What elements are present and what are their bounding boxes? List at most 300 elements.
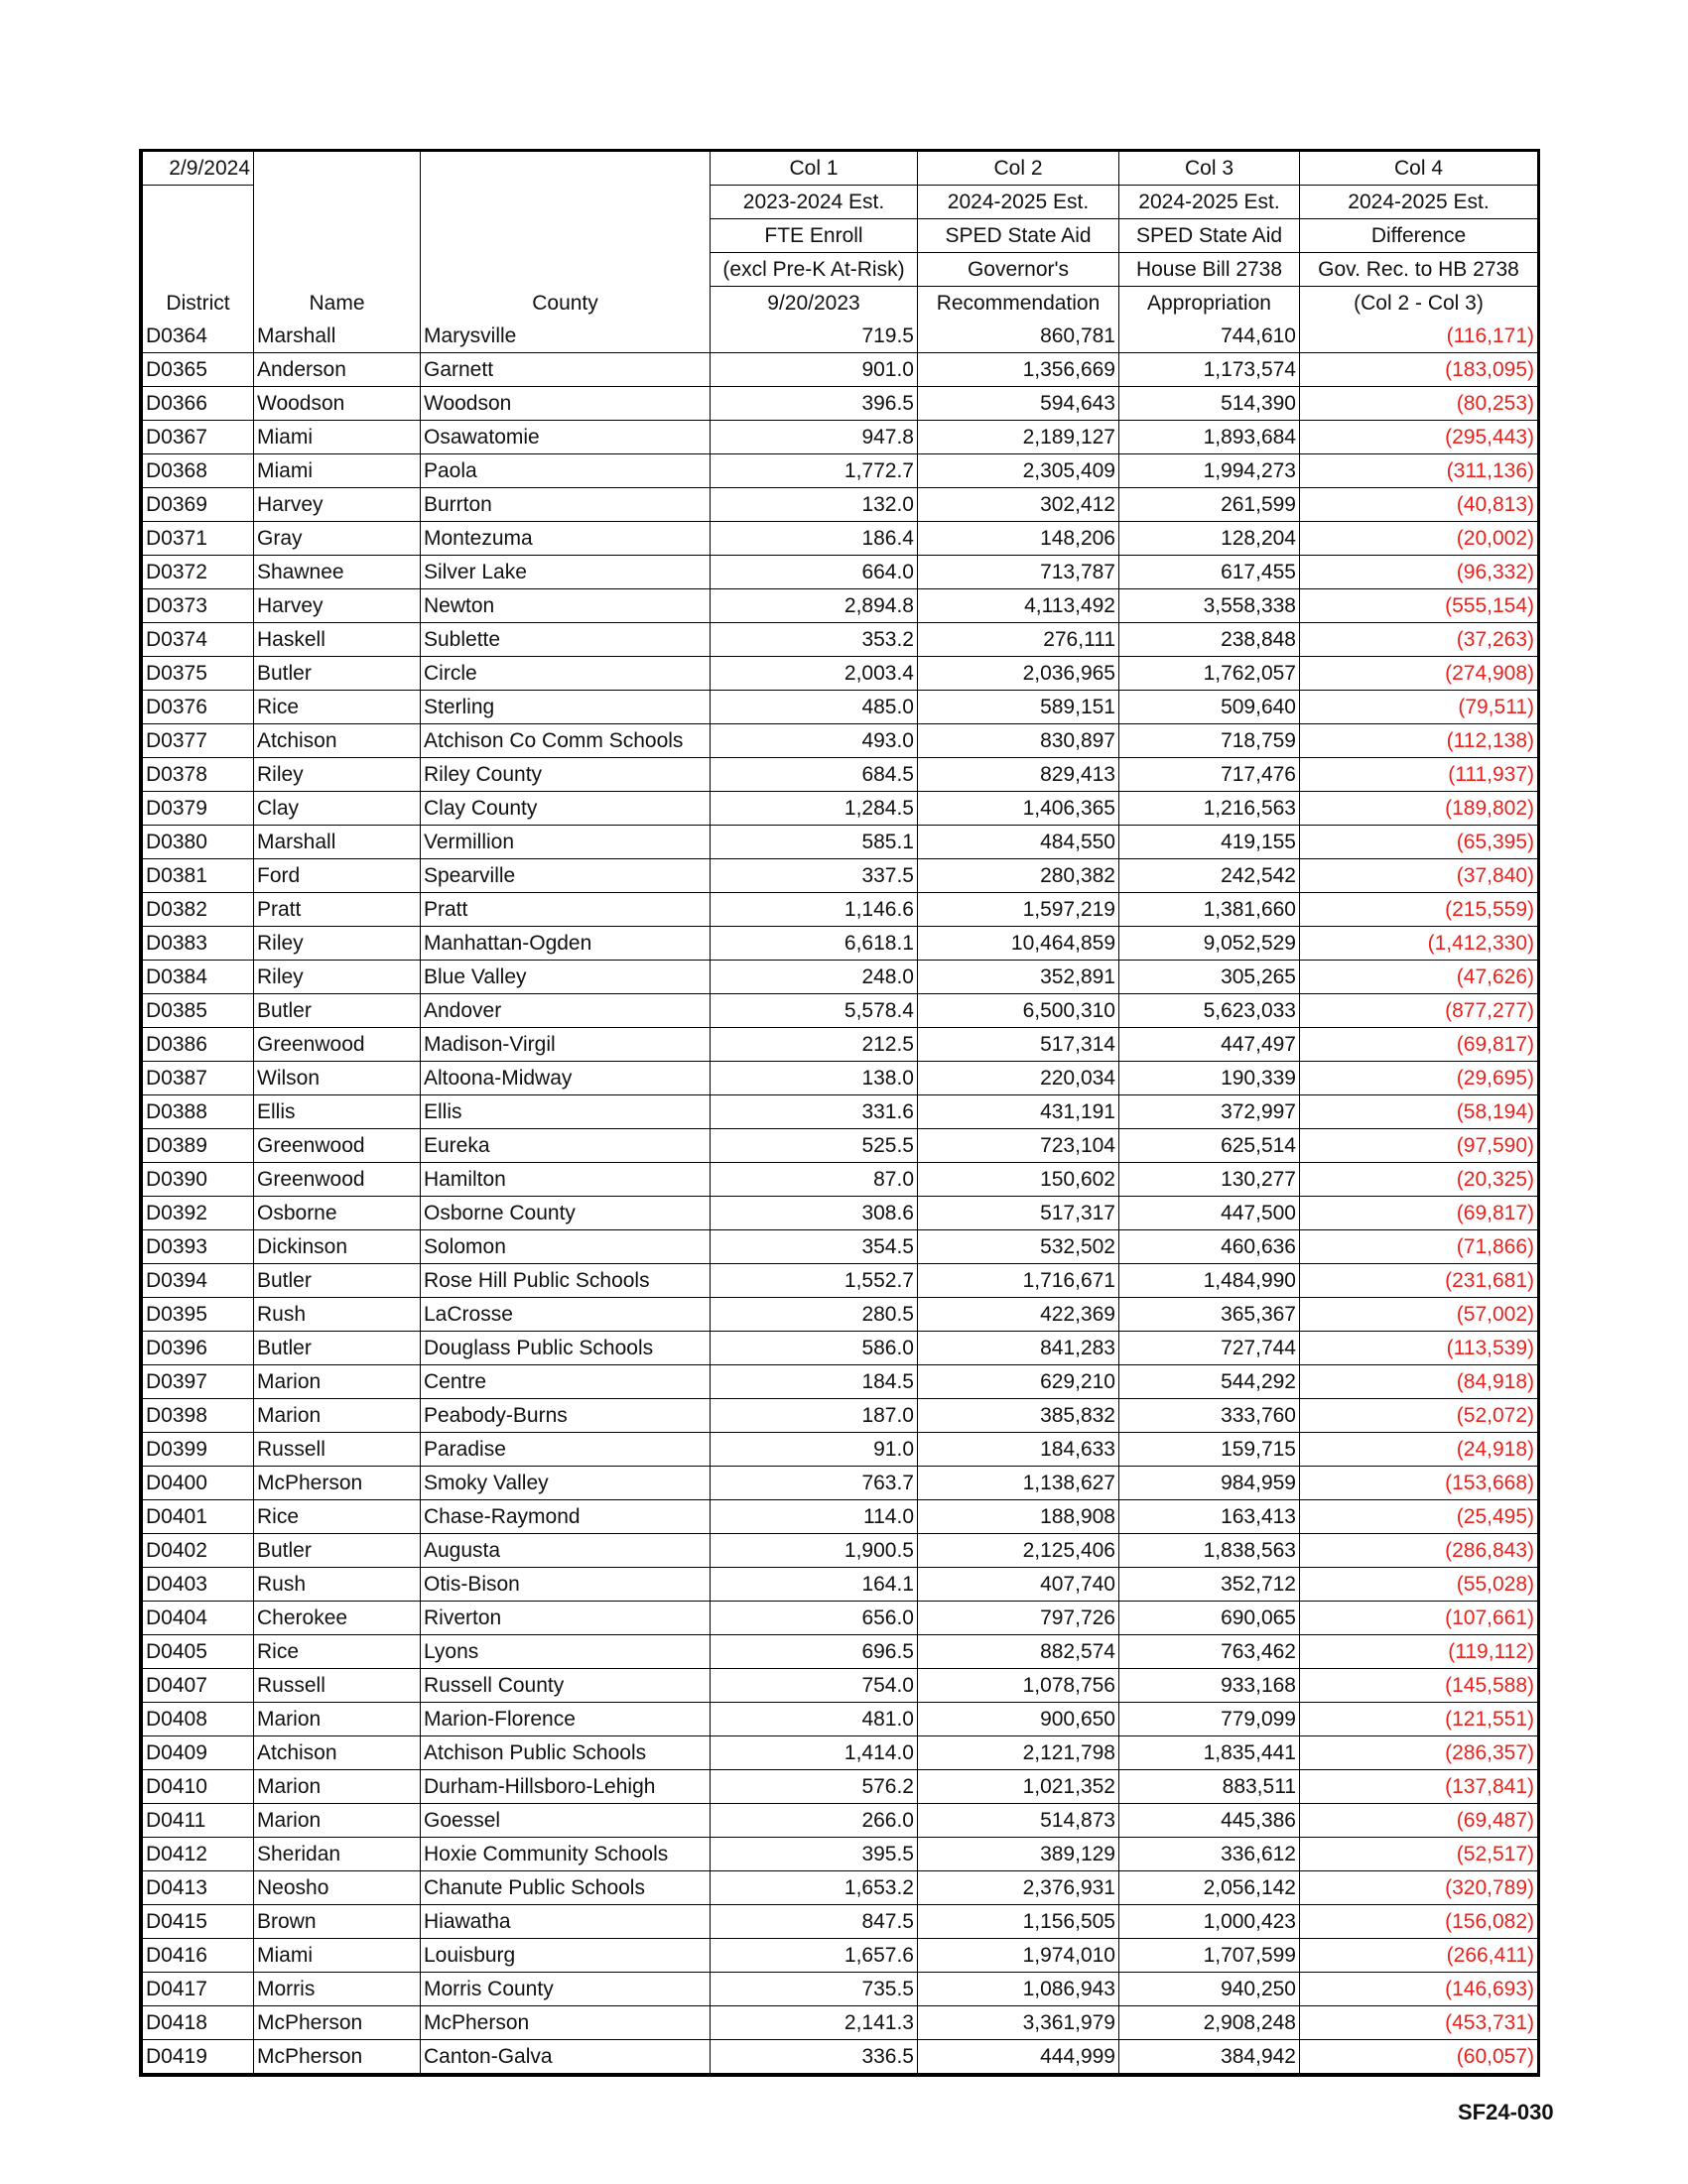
fte-enroll-cell: 132.0 bbox=[711, 488, 918, 522]
hb2738-cell: 625,514 bbox=[1119, 1129, 1300, 1163]
col1-year: 2023-2024 Est. bbox=[711, 186, 918, 219]
county-cell: Chase-Raymond bbox=[421, 1500, 711, 1534]
difference-cell: (60,057) bbox=[1300, 2040, 1538, 2074]
fte-enroll-cell: 91.0 bbox=[711, 1433, 918, 1467]
district-cell: D0369 bbox=[143, 488, 254, 522]
name-cell: Miami bbox=[254, 454, 421, 488]
district-cell: D0415 bbox=[143, 1905, 254, 1939]
fte-enroll-cell: 2,894.8 bbox=[711, 589, 918, 623]
county-cell: Otis-Bison bbox=[421, 1568, 711, 1602]
hb2738-cell: 763,462 bbox=[1119, 1635, 1300, 1669]
sf24-030-table bbox=[139, 149, 1540, 2077]
governor-rec-cell: 3,361,979 bbox=[918, 2006, 1119, 2040]
table-row bbox=[143, 1230, 1538, 1264]
name-cell: Marion bbox=[254, 1770, 421, 1804]
name-cell: Marion bbox=[254, 1804, 421, 1838]
fte-enroll-cell: 280.5 bbox=[711, 1298, 918, 1332]
district-cell: D0375 bbox=[143, 657, 254, 691]
governor-rec-cell: 517,314 bbox=[918, 1028, 1119, 1062]
col2-detail: Recommendation bbox=[918, 287, 1119, 321]
governor-rec-cell: 723,104 bbox=[918, 1129, 1119, 1163]
name-cell: Osborne bbox=[254, 1197, 421, 1230]
fte-enroll-cell: 6,618.1 bbox=[711, 927, 918, 961]
county-cell: Durham-Hillsboro-Lehigh bbox=[421, 1770, 711, 1804]
district-cell: D0404 bbox=[143, 1602, 254, 1635]
header-row-3 bbox=[143, 219, 1538, 253]
district-cell: D0383 bbox=[143, 927, 254, 961]
difference-cell: (146,693) bbox=[1300, 1973, 1538, 2006]
header-blank bbox=[421, 253, 711, 287]
fte-enroll-cell: 847.5 bbox=[711, 1905, 918, 1939]
difference-cell: (58,194) bbox=[1300, 1095, 1538, 1129]
difference-cell: (24,918) bbox=[1300, 1433, 1538, 1467]
district-cell: D0376 bbox=[143, 691, 254, 724]
table-row bbox=[143, 1365, 1538, 1399]
fte-enroll-cell: 1,284.5 bbox=[711, 792, 918, 826]
hb2738-cell: 384,942 bbox=[1119, 2040, 1300, 2074]
district-cell: D0394 bbox=[143, 1264, 254, 1298]
county-cell: Riverton bbox=[421, 1602, 711, 1635]
county-cell: LaCrosse bbox=[421, 1298, 711, 1332]
hb2738-cell: 690,065 bbox=[1119, 1602, 1300, 1635]
name-cell: Ford bbox=[254, 859, 421, 893]
header-blank bbox=[143, 186, 254, 219]
difference-cell: (453,731) bbox=[1300, 2006, 1538, 2040]
fte-enroll-cell: 396.5 bbox=[711, 387, 918, 421]
name-cell: McPherson bbox=[254, 2040, 421, 2074]
table-row bbox=[143, 488, 1538, 522]
difference-cell: (47,626) bbox=[1300, 961, 1538, 994]
name-cell: Riley bbox=[254, 927, 421, 961]
fte-enroll-cell: 525.5 bbox=[711, 1129, 918, 1163]
governor-rec-cell: 797,726 bbox=[918, 1602, 1119, 1635]
county-cell: Hamilton bbox=[421, 1163, 711, 1197]
fte-enroll-cell: 266.0 bbox=[711, 1804, 918, 1838]
district-cell: D0378 bbox=[143, 758, 254, 792]
governor-rec-cell: 385,832 bbox=[918, 1399, 1119, 1433]
district-cell: D0366 bbox=[143, 387, 254, 421]
district-cell: D0371 bbox=[143, 522, 254, 556]
district-cell: D0372 bbox=[143, 556, 254, 589]
table-row bbox=[143, 1095, 1538, 1129]
district-cell: D0377 bbox=[143, 724, 254, 758]
county-cell: Eureka bbox=[421, 1129, 711, 1163]
hb2738-cell: 333,760 bbox=[1119, 1399, 1300, 1433]
governor-rec-cell: 1,356,669 bbox=[918, 353, 1119, 387]
table-row bbox=[143, 1635, 1538, 1669]
governor-rec-cell: 484,550 bbox=[918, 826, 1119, 859]
governor-rec-cell: 148,206 bbox=[918, 522, 1119, 556]
fte-enroll-cell: 664.0 bbox=[711, 556, 918, 589]
county-cell: Solomon bbox=[421, 1230, 711, 1264]
fte-enroll-cell: 763.7 bbox=[711, 1467, 918, 1500]
difference-cell: (52,517) bbox=[1300, 1838, 1538, 1871]
difference-cell: (79,511) bbox=[1300, 691, 1538, 724]
district-cell: D0402 bbox=[143, 1534, 254, 1568]
col1-title: FTE Enroll bbox=[711, 219, 918, 253]
hb2738-cell: 933,168 bbox=[1119, 1669, 1300, 1703]
governor-rec-cell: 594,643 bbox=[918, 387, 1119, 421]
hb2738-cell: 514,390 bbox=[1119, 387, 1300, 421]
governor-rec-cell: 2,305,409 bbox=[918, 454, 1119, 488]
name-cell: Clay bbox=[254, 792, 421, 826]
hb2738-cell: 447,500 bbox=[1119, 1197, 1300, 1230]
table-row bbox=[143, 623, 1538, 657]
governor-rec-cell: 882,574 bbox=[918, 1635, 1119, 1669]
table-row bbox=[143, 826, 1538, 859]
fte-enroll-cell: 585.1 bbox=[711, 826, 918, 859]
governor-rec-cell: 150,602 bbox=[918, 1163, 1119, 1197]
county-header: County bbox=[421, 287, 711, 321]
name-cell: Butler bbox=[254, 994, 421, 1028]
name-cell: Dickinson bbox=[254, 1230, 421, 1264]
col3-subtitle: House Bill 2738 bbox=[1119, 253, 1300, 287]
difference-cell: (145,588) bbox=[1300, 1669, 1538, 1703]
county-cell: Hiawatha bbox=[421, 1905, 711, 1939]
governor-rec-cell: 10,464,859 bbox=[918, 927, 1119, 961]
col2-year: 2024-2025 Est. bbox=[918, 186, 1119, 219]
col1-date: 9/20/2023 bbox=[711, 287, 918, 321]
hb2738-cell: 1,835,441 bbox=[1119, 1736, 1300, 1770]
table-row bbox=[143, 1669, 1538, 1703]
difference-cell: (137,841) bbox=[1300, 1770, 1538, 1804]
col4-year: 2024-2025 Est. bbox=[1300, 186, 1538, 219]
col3-year: 2024-2025 Est. bbox=[1119, 186, 1300, 219]
governor-rec-cell: 900,650 bbox=[918, 1703, 1119, 1736]
governor-rec-cell: 629,210 bbox=[918, 1365, 1119, 1399]
table-row bbox=[143, 1602, 1538, 1635]
hb2738-cell: 779,099 bbox=[1119, 1703, 1300, 1736]
hb2738-cell: 419,155 bbox=[1119, 826, 1300, 859]
difference-cell: (320,789) bbox=[1300, 1871, 1538, 1905]
county-cell: Chanute Public Schools bbox=[421, 1871, 711, 1905]
difference-cell: (97,590) bbox=[1300, 1129, 1538, 1163]
fte-enroll-cell: 353.2 bbox=[711, 623, 918, 657]
table-row bbox=[143, 724, 1538, 758]
difference-cell: (69,817) bbox=[1300, 1197, 1538, 1230]
fte-enroll-cell: 212.5 bbox=[711, 1028, 918, 1062]
table-row bbox=[143, 691, 1538, 724]
name-cell: Rush bbox=[254, 1298, 421, 1332]
name-cell: Atchison bbox=[254, 1736, 421, 1770]
district-cell: D0382 bbox=[143, 893, 254, 927]
fte-enroll-cell: 184.5 bbox=[711, 1365, 918, 1399]
name-cell: Miami bbox=[254, 1939, 421, 1973]
name-cell: Marion bbox=[254, 1399, 421, 1433]
name-cell: Greenwood bbox=[254, 1163, 421, 1197]
governor-rec-cell: 280,382 bbox=[918, 859, 1119, 893]
table-row bbox=[143, 556, 1538, 589]
fte-enroll-cell: 186.4 bbox=[711, 522, 918, 556]
district-cell: D0386 bbox=[143, 1028, 254, 1062]
county-cell: Sublette bbox=[421, 623, 711, 657]
fte-enroll-cell: 164.1 bbox=[711, 1568, 918, 1602]
hb2738-cell: 305,265 bbox=[1119, 961, 1300, 994]
header-row-2 bbox=[143, 186, 1538, 219]
table-row bbox=[143, 1298, 1538, 1332]
difference-cell: (231,681) bbox=[1300, 1264, 1538, 1298]
fte-enroll-cell: 1,653.2 bbox=[711, 1871, 918, 1905]
name-cell: Butler bbox=[254, 1264, 421, 1298]
hb2738-cell: 727,744 bbox=[1119, 1332, 1300, 1365]
hb2738-cell: 238,848 bbox=[1119, 623, 1300, 657]
hb2738-cell: 1,762,057 bbox=[1119, 657, 1300, 691]
header-blank bbox=[421, 219, 711, 253]
name-cell: Marshall bbox=[254, 826, 421, 859]
fte-enroll-cell: 2,141.3 bbox=[711, 2006, 918, 2040]
difference-cell: (65,395) bbox=[1300, 826, 1538, 859]
header-row-4 bbox=[143, 253, 1538, 287]
county-cell: McPherson bbox=[421, 2006, 711, 2040]
table-row bbox=[143, 421, 1538, 454]
governor-rec-cell: 1,021,352 bbox=[918, 1770, 1119, 1804]
name-cell: Rice bbox=[254, 1500, 421, 1534]
district-cell: D0401 bbox=[143, 1500, 254, 1534]
hb2738-cell: 336,612 bbox=[1119, 1838, 1300, 1871]
governor-rec-cell: 431,191 bbox=[918, 1095, 1119, 1129]
county-cell: Newton bbox=[421, 589, 711, 623]
col2-subtitle: Governor's bbox=[918, 253, 1119, 287]
difference-cell: (71,866) bbox=[1300, 1230, 1538, 1264]
governor-rec-cell: 1,716,671 bbox=[918, 1264, 1119, 1298]
governor-rec-cell: 2,036,965 bbox=[918, 657, 1119, 691]
hb2738-cell: 544,292 bbox=[1119, 1365, 1300, 1399]
district-cell: D0373 bbox=[143, 589, 254, 623]
table-row bbox=[143, 1500, 1538, 1534]
hb2738-cell: 1,381,660 bbox=[1119, 893, 1300, 927]
table-row bbox=[143, 353, 1538, 387]
name-cell: Butler bbox=[254, 657, 421, 691]
table-row bbox=[143, 1332, 1538, 1365]
name-cell: Miami bbox=[254, 421, 421, 454]
difference-cell: (877,277) bbox=[1300, 994, 1538, 1028]
governor-rec-cell: 1,086,943 bbox=[918, 1973, 1119, 2006]
difference-cell: (555,154) bbox=[1300, 589, 1538, 623]
district-cell: D0412 bbox=[143, 1838, 254, 1871]
governor-rec-cell: 713,787 bbox=[918, 556, 1119, 589]
district-cell: D0407 bbox=[143, 1669, 254, 1703]
difference-cell: (183,095) bbox=[1300, 353, 1538, 387]
district-cell: D0408 bbox=[143, 1703, 254, 1736]
governor-rec-cell: 302,412 bbox=[918, 488, 1119, 522]
difference-cell: (189,802) bbox=[1300, 792, 1538, 826]
table-row bbox=[143, 589, 1538, 623]
table-row bbox=[143, 927, 1538, 961]
fte-enroll-cell: 1,900.5 bbox=[711, 1534, 918, 1568]
hb2738-cell: 261,599 bbox=[1119, 488, 1300, 522]
governor-rec-cell: 220,034 bbox=[918, 1062, 1119, 1095]
county-cell: Lyons bbox=[421, 1635, 711, 1669]
district-cell: D0364 bbox=[143, 320, 254, 353]
table-row bbox=[143, 1028, 1538, 1062]
county-cell: Rose Hill Public Schools bbox=[421, 1264, 711, 1298]
name-cell: Russell bbox=[254, 1433, 421, 1467]
governor-rec-cell: 1,156,505 bbox=[918, 1905, 1119, 1939]
col4-subtitle: Gov. Rec. to HB 2738 bbox=[1300, 253, 1538, 287]
fte-enroll-cell: 719.5 bbox=[711, 320, 918, 353]
fte-enroll-cell: 331.6 bbox=[711, 1095, 918, 1129]
col2-title: SPED State Aid bbox=[918, 219, 1119, 253]
county-cell: Clay County bbox=[421, 792, 711, 826]
fte-enroll-cell: 354.5 bbox=[711, 1230, 918, 1264]
name-cell: Marion bbox=[254, 1703, 421, 1736]
district-cell: D0409 bbox=[143, 1736, 254, 1770]
district-cell: D0388 bbox=[143, 1095, 254, 1129]
hb2738-cell: 372,997 bbox=[1119, 1095, 1300, 1129]
district-cell: D0384 bbox=[143, 961, 254, 994]
district-cell: D0374 bbox=[143, 623, 254, 657]
county-cell: Montezuma bbox=[421, 522, 711, 556]
table-row bbox=[143, 1568, 1538, 1602]
name-cell: Wilson bbox=[254, 1062, 421, 1095]
difference-cell: (55,028) bbox=[1300, 1568, 1538, 1602]
difference-cell: (96,332) bbox=[1300, 556, 1538, 589]
header-blank bbox=[254, 219, 421, 253]
county-cell: Louisburg bbox=[421, 1939, 711, 1973]
table-row bbox=[143, 320, 1538, 353]
difference-cell: (40,813) bbox=[1300, 488, 1538, 522]
county-cell: Hoxie Community Schools bbox=[421, 1838, 711, 1871]
header-blank bbox=[254, 152, 421, 186]
hb2738-cell: 617,455 bbox=[1119, 556, 1300, 589]
fte-enroll-cell: 337.5 bbox=[711, 859, 918, 893]
name-cell: Ellis bbox=[254, 1095, 421, 1129]
name-cell: Russell bbox=[254, 1669, 421, 1703]
fte-enroll-cell: 1,414.0 bbox=[711, 1736, 918, 1770]
name-cell: Riley bbox=[254, 758, 421, 792]
difference-cell: (84,918) bbox=[1300, 1365, 1538, 1399]
name-header: Name bbox=[254, 287, 421, 321]
governor-rec-cell: 184,633 bbox=[918, 1433, 1119, 1467]
table-row bbox=[143, 2006, 1538, 2040]
governor-rec-cell: 829,413 bbox=[918, 758, 1119, 792]
county-cell: Paradise bbox=[421, 1433, 711, 1467]
name-cell: Pratt bbox=[254, 893, 421, 927]
table-row bbox=[143, 893, 1538, 927]
governor-rec-cell: 517,317 bbox=[918, 1197, 1119, 1230]
table-row bbox=[143, 657, 1538, 691]
hb2738-cell: 718,759 bbox=[1119, 724, 1300, 758]
fte-enroll-cell: 947.8 bbox=[711, 421, 918, 454]
header-blank bbox=[421, 186, 711, 219]
col1-subtitle: (excl Pre-K At-Risk) bbox=[711, 253, 918, 287]
table-row bbox=[143, 522, 1538, 556]
governor-rec-cell: 841,283 bbox=[918, 1332, 1119, 1365]
governor-rec-cell: 2,189,127 bbox=[918, 421, 1119, 454]
fte-enroll-cell: 138.0 bbox=[711, 1062, 918, 1095]
table-row bbox=[143, 1433, 1538, 1467]
district-cell: D0368 bbox=[143, 454, 254, 488]
fte-enroll-cell: 1,657.6 bbox=[711, 1939, 918, 1973]
name-cell: Cherokee bbox=[254, 1602, 421, 1635]
difference-cell: (29,695) bbox=[1300, 1062, 1538, 1095]
difference-cell: (69,487) bbox=[1300, 1804, 1538, 1838]
district-cell: D0365 bbox=[143, 353, 254, 387]
district-cell: D0393 bbox=[143, 1230, 254, 1264]
fte-enroll-cell: 87.0 bbox=[711, 1163, 918, 1197]
hb2738-cell: 163,413 bbox=[1119, 1500, 1300, 1534]
county-cell: Morris County bbox=[421, 1973, 711, 2006]
governor-rec-cell: 444,999 bbox=[918, 2040, 1119, 2074]
hb2738-cell: 1,173,574 bbox=[1119, 353, 1300, 387]
fte-enroll-cell: 187.0 bbox=[711, 1399, 918, 1433]
hb2738-cell: 9,052,529 bbox=[1119, 927, 1300, 961]
name-cell: Rice bbox=[254, 1635, 421, 1669]
district-cell: D0392 bbox=[143, 1197, 254, 1230]
fte-enroll-cell: 493.0 bbox=[711, 724, 918, 758]
county-cell: Canton-Galva bbox=[421, 2040, 711, 2074]
difference-cell: (311,136) bbox=[1300, 454, 1538, 488]
name-cell: Neosho bbox=[254, 1871, 421, 1905]
district-cell: D0413 bbox=[143, 1871, 254, 1905]
name-cell: Greenwood bbox=[254, 1129, 421, 1163]
fte-enroll-cell: 248.0 bbox=[711, 961, 918, 994]
difference-cell: (57,002) bbox=[1300, 1298, 1538, 1332]
difference-cell: (286,357) bbox=[1300, 1736, 1538, 1770]
name-cell: Rush bbox=[254, 1568, 421, 1602]
name-cell: McPherson bbox=[254, 2006, 421, 2040]
hb2738-cell: 159,715 bbox=[1119, 1433, 1300, 1467]
district-cell: D0399 bbox=[143, 1433, 254, 1467]
county-cell: Centre bbox=[421, 1365, 711, 1399]
table-row bbox=[143, 2040, 1538, 2074]
district-cell: D0398 bbox=[143, 1399, 254, 1433]
header-blank bbox=[143, 253, 254, 287]
district-cell: D0395 bbox=[143, 1298, 254, 1332]
table-row bbox=[143, 1197, 1538, 1230]
hb2738-cell: 128,204 bbox=[1119, 522, 1300, 556]
name-cell: Harvey bbox=[254, 488, 421, 522]
district-header: District bbox=[143, 287, 254, 321]
fte-enroll-cell: 1,146.6 bbox=[711, 893, 918, 927]
difference-cell: (37,840) bbox=[1300, 859, 1538, 893]
county-cell: Goessel bbox=[421, 1804, 711, 1838]
district-cell: D0419 bbox=[143, 2040, 254, 2074]
governor-rec-cell: 1,078,756 bbox=[918, 1669, 1119, 1703]
governor-rec-cell: 1,406,365 bbox=[918, 792, 1119, 826]
difference-cell: (52,072) bbox=[1300, 1399, 1538, 1433]
hb2738-cell: 1,707,599 bbox=[1119, 1939, 1300, 1973]
difference-cell: (286,843) bbox=[1300, 1534, 1538, 1568]
name-cell: Marion bbox=[254, 1365, 421, 1399]
county-cell: Atchison Co Comm Schools bbox=[421, 724, 711, 758]
col4-title: Difference bbox=[1300, 219, 1538, 253]
governor-rec-cell: 1,138,627 bbox=[918, 1467, 1119, 1500]
difference-cell: (153,668) bbox=[1300, 1467, 1538, 1500]
county-cell: Woodson bbox=[421, 387, 711, 421]
county-cell: Douglass Public Schools bbox=[421, 1332, 711, 1365]
county-cell: Altoona-Midway bbox=[421, 1062, 711, 1095]
governor-rec-cell: 407,740 bbox=[918, 1568, 1119, 1602]
table-row bbox=[143, 387, 1538, 421]
hb2738-cell: 883,511 bbox=[1119, 1770, 1300, 1804]
table-row bbox=[143, 1062, 1538, 1095]
governor-rec-cell: 352,891 bbox=[918, 961, 1119, 994]
name-cell: Sheridan bbox=[254, 1838, 421, 1871]
header-blank bbox=[421, 152, 711, 186]
county-cell: Spearville bbox=[421, 859, 711, 893]
county-cell: Burrton bbox=[421, 488, 711, 522]
district-cell: D0385 bbox=[143, 994, 254, 1028]
county-cell: Peabody-Burns bbox=[421, 1399, 711, 1433]
governor-rec-cell: 830,897 bbox=[918, 724, 1119, 758]
fte-enroll-cell: 586.0 bbox=[711, 1332, 918, 1365]
county-cell: Riley County bbox=[421, 758, 711, 792]
name-cell: Haskell bbox=[254, 623, 421, 657]
hb2738-cell: 460,636 bbox=[1119, 1230, 1300, 1264]
hb2738-cell: 1,216,563 bbox=[1119, 792, 1300, 826]
report-date: 2/9/2024 bbox=[143, 152, 254, 186]
